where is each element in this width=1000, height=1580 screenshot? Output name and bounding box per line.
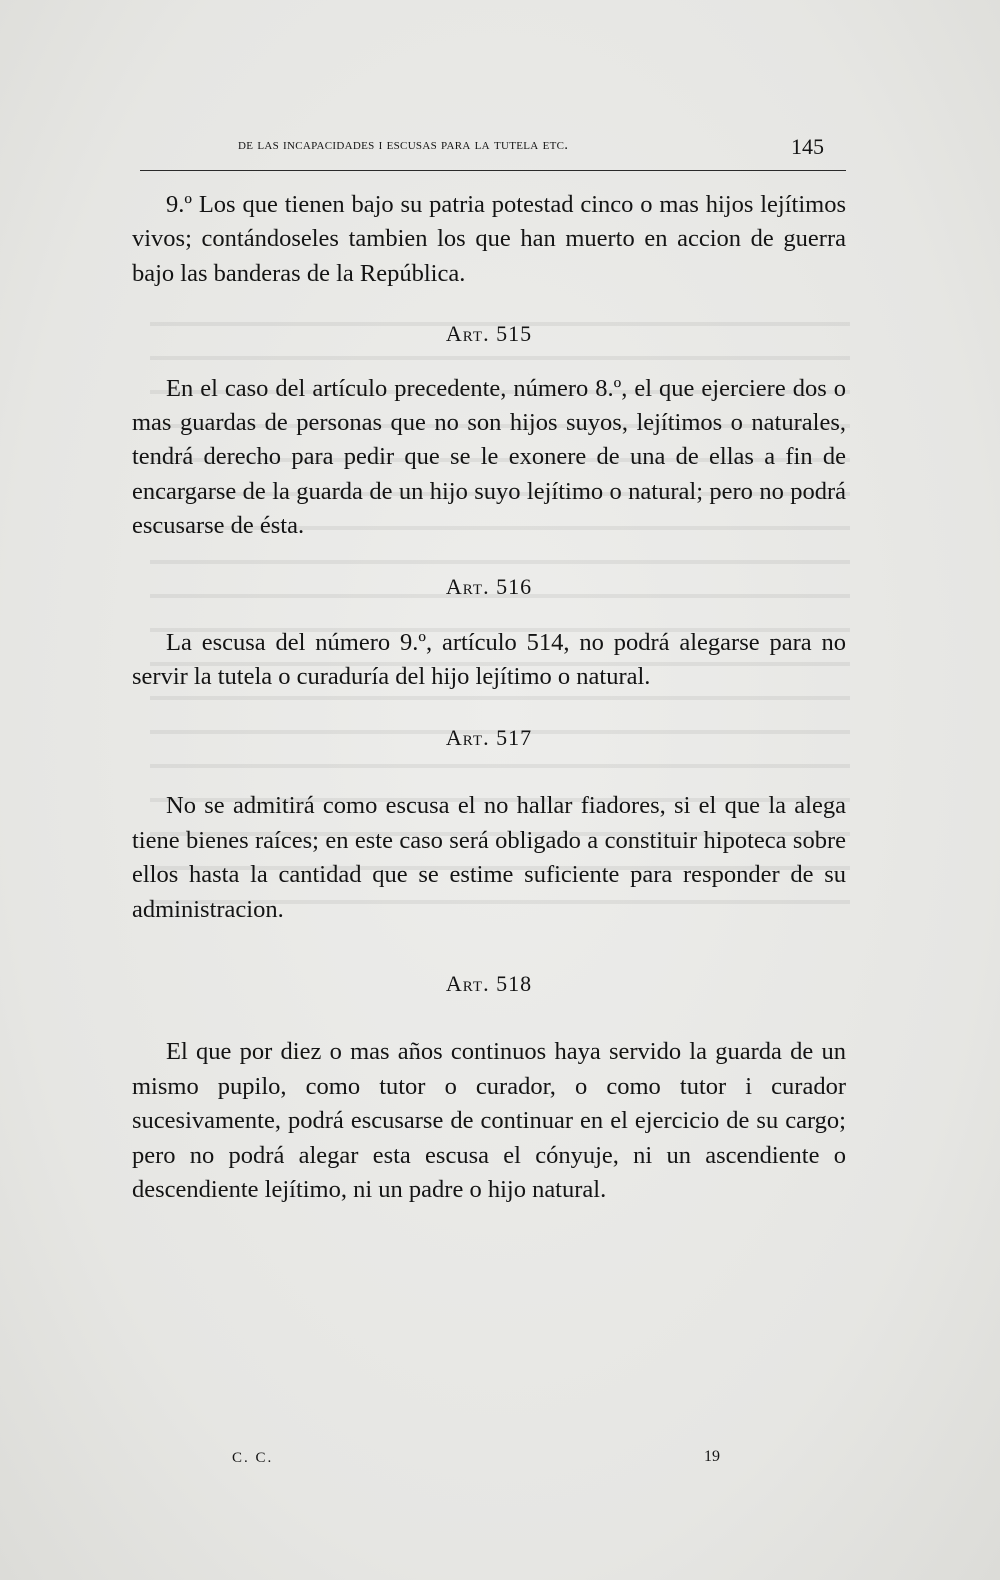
article-517-text: No se admitirá como escusa el no hallar fiadores, si el que la alega tiene bienes raíces; en este caso será obligado a constituir hipoteca sobre ellos hasta la cantidad que se estime suficiente para responder de su administracion. (132, 792, 846, 923)
article-number: 517 (496, 724, 533, 750)
article-515-text: En el caso del artículo precedente, número 8.º, el que ejerciere dos o mas guardas de personas que no son hijos suyos, lejítimos o naturales, tendrá derecho para pedir que se le exonere de una de ellas a fin de encargarse de la guarda de un hijo suyo lejítimo o natural; pero no podrá escusarse de ésta. (132, 374, 846, 540)
article-515-heading (132, 317, 846, 351)
article-number: 518 (496, 970, 533, 996)
item-9-paragraph: 9.º Los que tienen bajo su patria potestad cinco o mas hijos lejítimos vivos; contándoseles tambien los que han muerto en accion de guerra bajo las banderas de la República. (132, 191, 846, 287)
article-label: Art. (445, 321, 490, 347)
page-header (140, 134, 846, 171)
article-label: Art. (445, 970, 490, 996)
page-body (132, 188, 846, 1207)
article-516-text: La escusa del número 9.º, artículo 514, no podrá alegarse para no servir la tutela o curaduría del hijo lejítimo o natural. (132, 629, 846, 691)
article-517-heading (132, 721, 846, 755)
article-518-text: El que por diez o mas años continuos haya servido la guarda de un mismo pupilo, como tutor o curador, o como tutor i curador sucesivamente, podrá escusarse de continuar en el ejercicio de su cargo; pero no podrá alegar esta escusa el cónyuje, ni un ascendiente o descendiente lejítimo, ni un padre o hijo natural. (132, 1038, 846, 1203)
article-516-heading (132, 570, 846, 604)
page-number: 145 (791, 134, 824, 159)
article-518-heading (132, 967, 846, 1001)
signature-mark: C. C. (232, 1450, 274, 1466)
article-number: 516 (496, 573, 533, 599)
sheet-number: 19 (704, 1448, 720, 1465)
article-number: 515 (496, 321, 533, 347)
running-head: de las incapacidades i escusas para la tutela etc. (238, 137, 569, 153)
article-label: Art. (445, 724, 490, 750)
article-label: Art. (445, 573, 490, 599)
